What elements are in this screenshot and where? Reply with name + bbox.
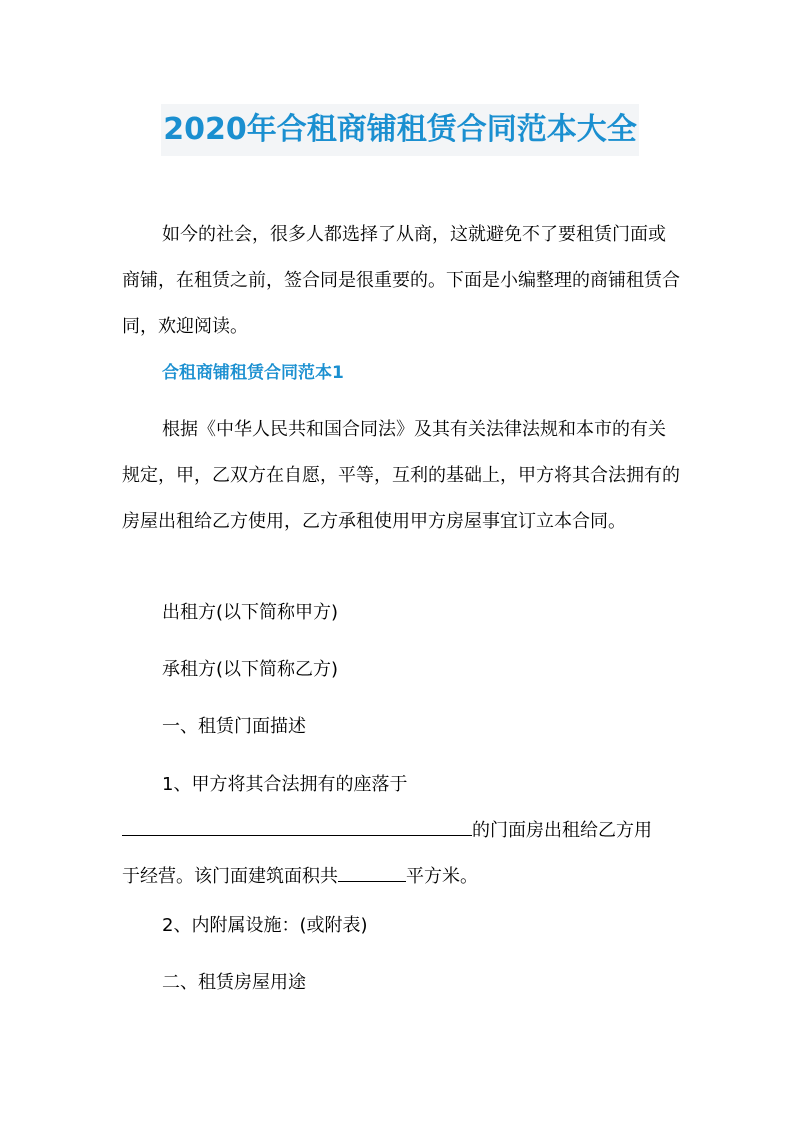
clause1-item2: 2、内附属设施：(或附表) <box>162 915 368 936</box>
clause1-item1-line2 <box>122 808 652 854</box>
title-container <box>0 104 800 156</box>
lessee-line: 承租方(以下简称乙方) <box>162 659 339 680</box>
lessor-line: 出租方(以下简称甲方) <box>162 602 339 623</box>
clause1-item1-lead: 1、甲方将其合法拥有的座落于 <box>162 774 408 795</box>
clause1-item1-line3 <box>122 854 478 900</box>
intro-paragraph: 如今的社会，很多人都选择了从商，这就避免不了要租赁门面或商铺，在租赁之前，签合同是很重要的。下面是小编整理的商铺租赁合同，欢迎阅读。 <box>122 224 680 337</box>
clause1-title: 一、租赁门面描述 <box>162 716 306 737</box>
preamble-paragraph: 根据《中华人民共和国合同法》及其有关法律法规和本市的有关规定，甲，乙双方在自愿，平等，互利的基础上，甲方将其合法拥有的房屋出租给乙方使用，乙方承租使用甲方房屋事宜订立本合同。 <box>122 419 680 532</box>
area-lead-text: 于经营。该门面建筑面积共 <box>122 866 338 887</box>
area-unit-text: 平方米。 <box>406 866 478 887</box>
clause1-item1-mid: 的门面房出租给乙方用 <box>472 820 652 841</box>
area-blank <box>338 855 406 882</box>
address-blank <box>122 809 472 836</box>
section-heading: 合租商铺租赁合同范本1 <box>162 363 344 383</box>
document-title: 2020年合租商铺租赁合同范本大全 <box>161 104 639 156</box>
clause2-title: 二、租赁房屋用途 <box>162 972 306 993</box>
